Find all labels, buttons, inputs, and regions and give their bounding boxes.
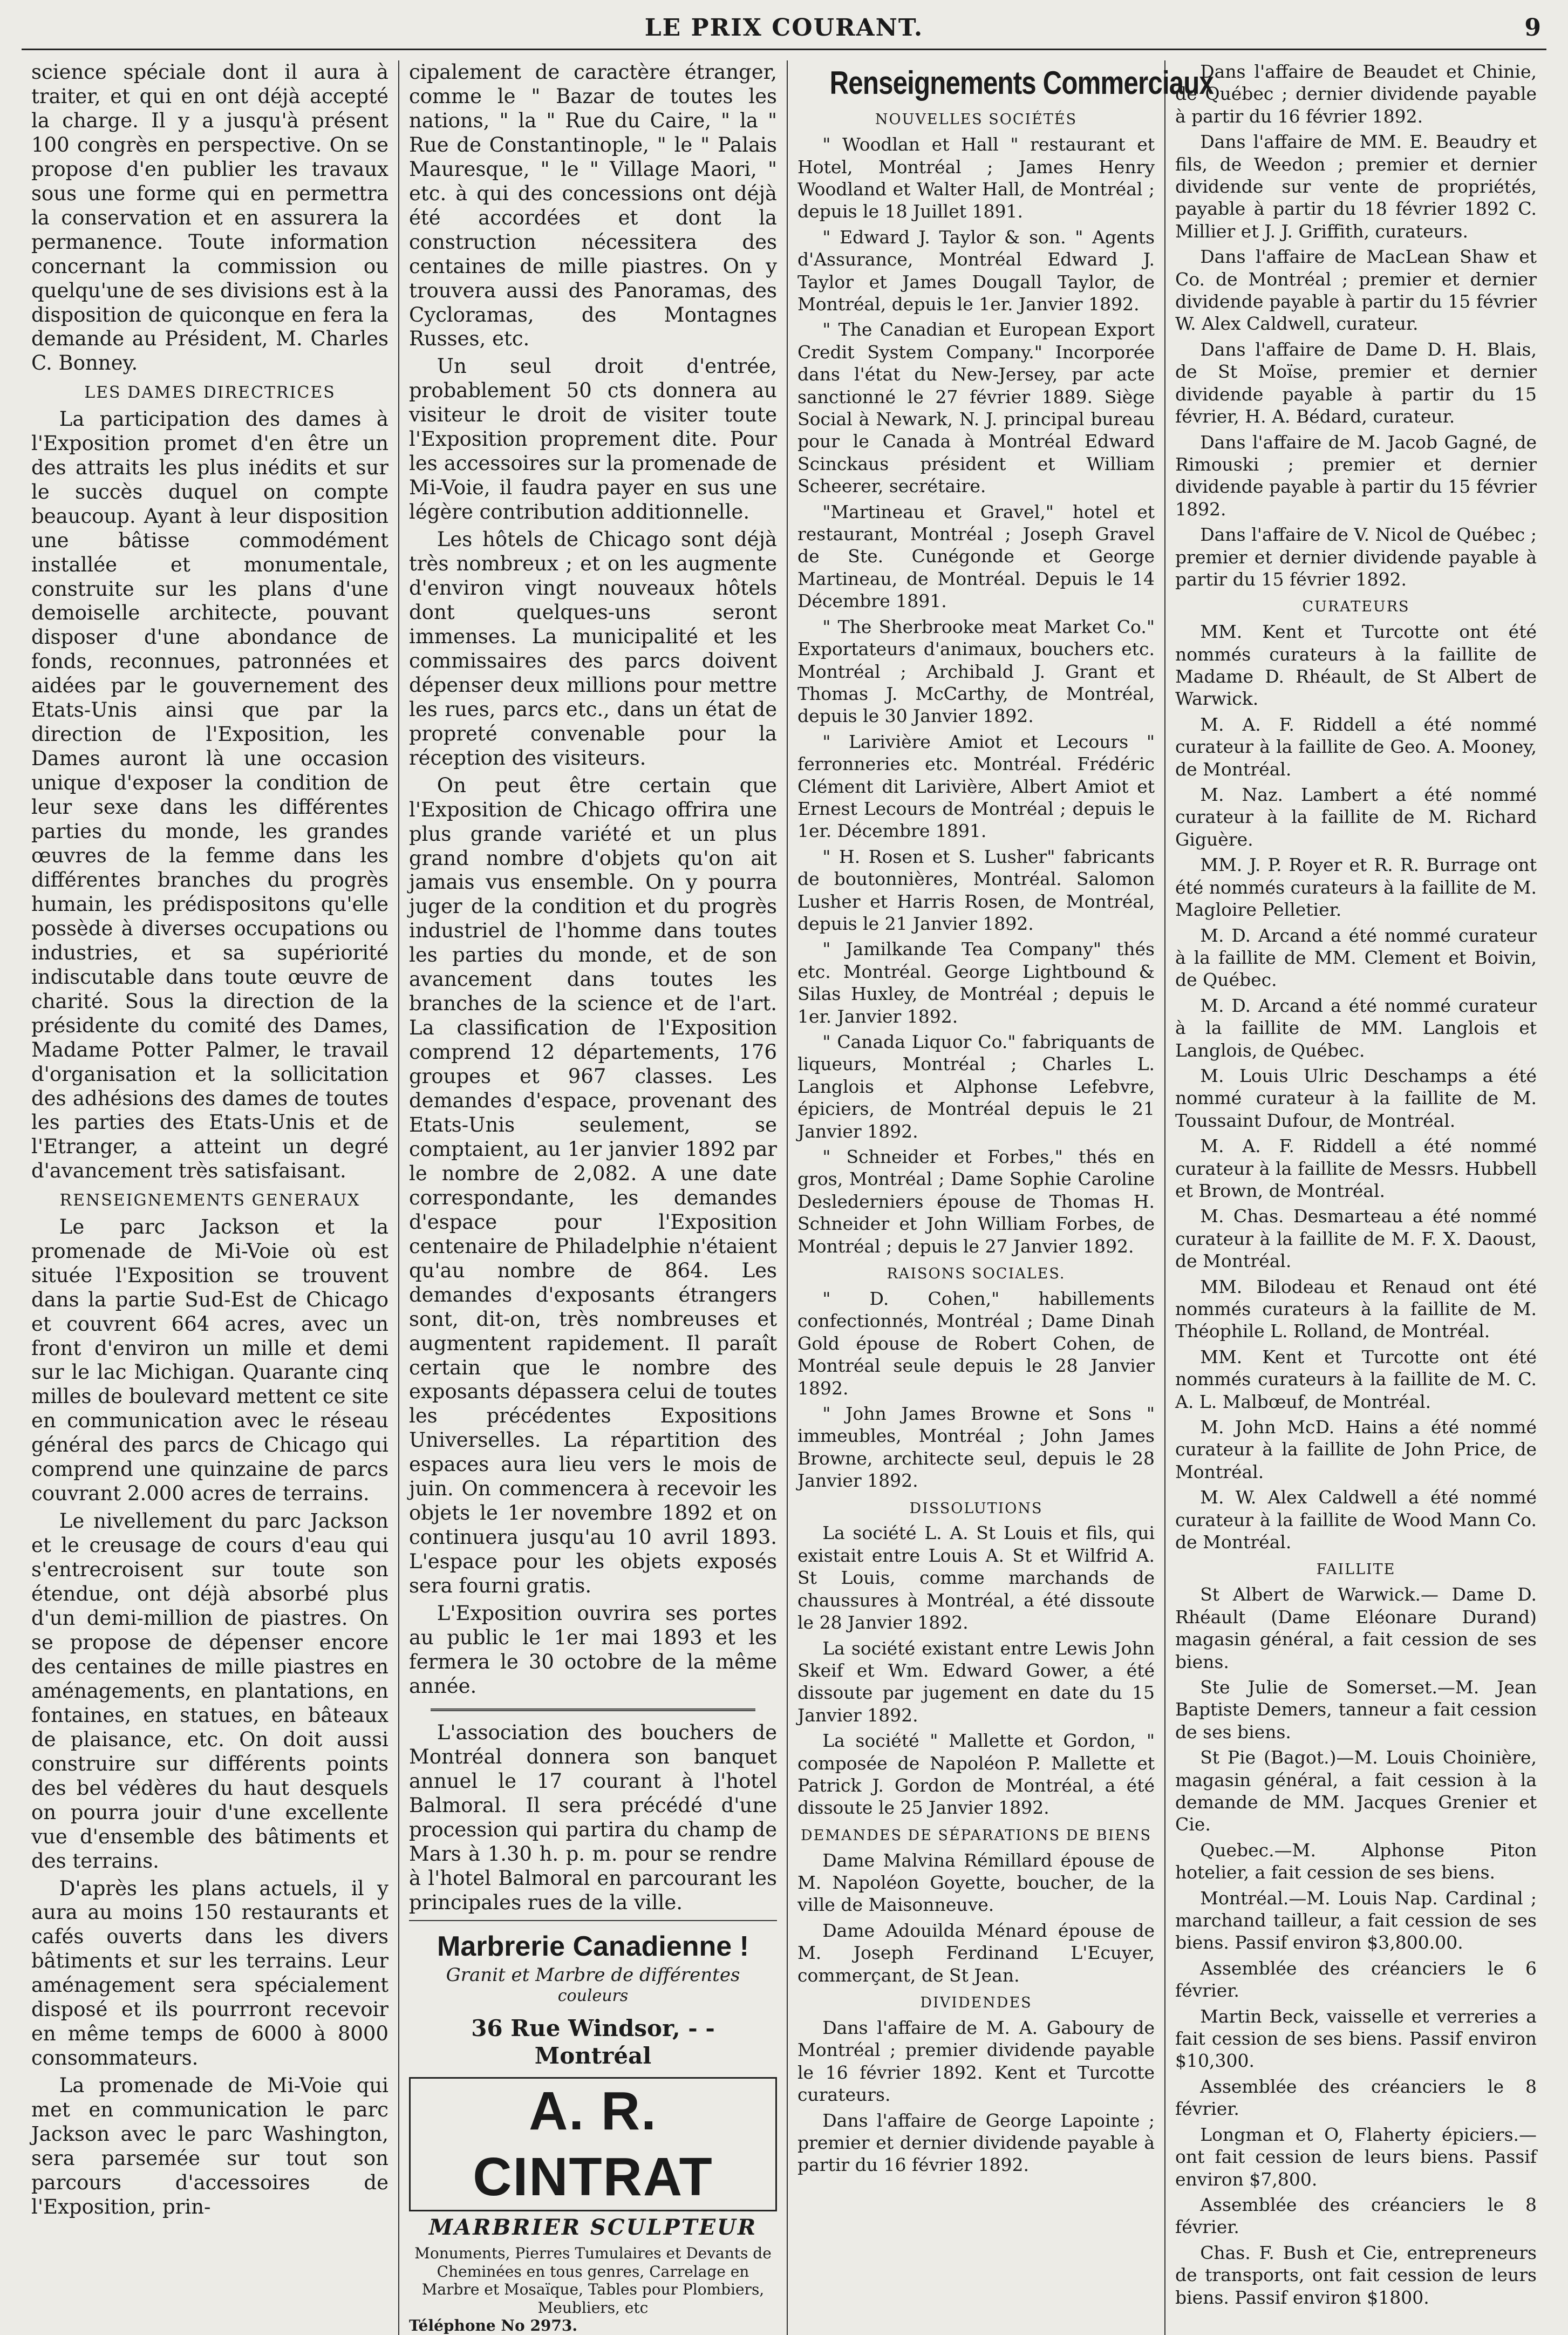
paragraph: Dame Adouilda Ménard épouse de M. Joseph Ferdinand L'Ecuyer, commerçant, de St Jean. <box>797 1919 1155 1986</box>
paragraph: Le parc Jackson et la promenade de Mi-Voie où est située l'Exposition se trouvent dans la partie Sud-Est de Chicago et couvrent 664 acres, avec un front d'environ un mille et demi sur le lac Michigan. Quarante cinq milles de boulevard mettent ce site en communication avec le réseau général des parcs de Chicago qui comprend une quinzaine de parcs couvrant 2.000 acres de terrains. <box>31 1215 388 1506</box>
paragraph: " Larivière Amiot et Lecours " ferronneries etc. Montréal. Frédéric Clément dit Larivière, Albert Amiot et Ernest Lecours de Montréal ; depuis le 1er. Décembre 1891. <box>797 731 1155 842</box>
paragraph: MM. J. P. Royer et R. R. Burrage ont été nommés curateurs à la faillite de M. Magloire Pelletier. <box>1175 854 1537 921</box>
paragraph: Dame Malvina Rémillard épouse de M. Napoléon Goyette, boucher, de la ville de Maisonneuve. <box>797 1849 1155 1916</box>
paragraph: La société L. A. St Louis et fils, qui existait entre Louis A. St et Wilfrid A. St Louis, comme marchands de chaussures à Montréal, a été dissoute le 28 Janvier 1892. <box>797 1522 1155 1633</box>
paragraph: MM. Kent et Turcotte ont été nommés curateurs à la faillite de Madame D. Rhéault, de St Albert de Warwick. <box>1175 621 1537 710</box>
paragraph: " John James Browne et Sons " immeubles, Montréal ; John James Browne, architecte seul, depuis le 28 Janvier 1892. <box>797 1403 1155 1492</box>
ad-phone: Téléphone No 2973. <box>409 2317 578 2335</box>
paragraph: " Edward J. Taylor & son. " Agents d'Assurance, Montréal Edward J. Taylor et James Dougall Taylor, de Montréal, depuis le 1er. Janvier 1892. <box>797 226 1155 315</box>
paragraph: cipalement de caractère étranger, comme le " Bazar de toutes les nations, " la " Rue du Caire, " la " Rue de Constantinople, " le " Palais Mauresque, " le " Village Maori, " etc. à qui des concessions ont déjà été accordées et dont la construction nécessitera des centaines de mille piastres. On y trouvera aussi des Panoramas, des Cycloramas, des Montagnes Russes, etc. <box>409 60 777 351</box>
ad-name: A. R. CINTRAT <box>409 2077 777 2211</box>
paragraph: Un seul droit d'entrée, probablement 50 cts donnera au visiteur le droit de visiter toute l'Exposition proprement dite. Pour les accessoires sur la promenade de Mi-Voie, il faudra payer en sus une légère contribution additionnelle. <box>409 355 777 524</box>
paragraph: " The Sherbrooke meat Market Co." Exportateurs d'animaux, bouchers etc. Montréal ; Archibald J. Grant et Thomas J. McCarthy, de Montréal, depuis le 30 Janvier 1892. <box>797 616 1155 727</box>
page-title: LE PRIX COURANT. <box>644 14 924 42</box>
section-heading: LES DAMES DIRECTRICES <box>84 383 336 403</box>
paragraph: Quebec.—M. Alphonse Piton hotelier, a fait cession de ses biens. <box>1175 1839 1537 1883</box>
paragraph: Ste Julie de Somerset.—M. Jean Baptiste Demers, tanneur a fait cession de ses biens. <box>1175 1676 1537 1742</box>
paragraph: Dans l'affaire de MacLean Shaw et Co. de Montréal ; premier et dernier dividende payable à partir du 15 février W. Alex Caldwell, curateur. <box>1175 246 1537 335</box>
paragraph: M. D. Arcand a été nommé curateur à la faillite de MM. Clement et Boivin, de Québec. <box>1175 924 1537 991</box>
ad-subline: couleurs <box>557 1986 629 2005</box>
paragraph: M. Naz. Lambert a été nommé curateur à la faillite de M. Richard Giguère. <box>1175 784 1537 850</box>
column-3 <box>788 60 1214 2335</box>
paragraph: Martin Beck, vaisselle et verreries a fait cession de ses biens. Passif environ $10,300. <box>1175 2005 1537 2072</box>
paragraph: M. A. F. Riddell a été nommé curateur à la faillite de Messrs. Hubbell et Brown, de Montréal. <box>1175 1135 1537 1201</box>
paragraph: " Schneider et Forbes," thés en gros, Montréal ; Dame Sophie Caroline Deslederniers épouse de Thomas H. Schneider et John William Forbes, de Montréal ; depuis le 27 Janvier 1892. <box>797 1146 1155 1257</box>
paragraph: M. Chas. Desmarteau a été nommé curateur à la faillite de M. F. X. Daoust, de Montréal. <box>1175 1206 1537 1272</box>
paragraph: St Albert de Warwick.— Dame D. Rhéault (Dame Eléonare Durand) magasin général, a fait cession de ses biens. <box>1175 1584 1537 1672</box>
section-title: Renseignements Commerciaux <box>829 65 1214 101</box>
paragraph: La société existant entre Lewis John Skeif et Wm. Edward Gower, a été dissoute par jugement en date du 15 Janvier 1892. <box>797 1637 1155 1726</box>
paragraph: St Pie (Bagot.)—M. Louis Choinière, magasin général, a fait cession à la demande de MM. Jacques Grenier et Cie. <box>1175 1747 1537 1835</box>
paragraph: Assemblée des créanciers le 6 février. <box>1175 1957 1537 2002</box>
paragraph: " Canada Liquor Co." fabriquants de liqueurs, Montréal ; Charles L. Langlois et Alphonse Lefebvre, épiciers, de Montréal depuis le 21 Janvier 1892. <box>797 1031 1155 1142</box>
paragraph: " Jamilkande Tea Company" thés etc. Montréal. George Lightbound & Silas Huxley, de Montréal ; depuis le 1er. Janvier 1892. <box>797 938 1155 1027</box>
divider <box>431 1708 755 1711</box>
paragraph: Dans l'affaire de M. A. Gaboury de Montréal ; premier dividende payable le 16 février 1892. Kent et Turcotte curateurs. <box>797 2017 1155 2106</box>
ad-title: MARBRIER SCULPTEUR <box>428 2215 758 2241</box>
section-heading: DEMANDES DE SÉPARATIONS DE BIENS <box>800 1827 1152 1844</box>
paragraph: Dans l'affaire de V. Nicol de Québec ; premier et dernier dividende payable à partir du 15 février 1892. <box>1175 524 1537 590</box>
paragraph: Dans l'affaire de George Lapointe ; premier et dernier dividende payable à partir du 16 février 1892. <box>797 2109 1155 2176</box>
paragraph: Dans l'affaire de Beaudet et Chinie, de Québec ; dernier dividende payable à partir du 16 février 1892. <box>1175 61 1537 127</box>
paragraph: Chas. F. Bush et Cie, entrepreneurs de transports, ont fait cession de leurs biens. Passif environ $1800. <box>1175 2242 1537 2308</box>
paragraph: MM. Kent et Turcotte ont été nommés curateurs à la faillite de M. C. A. L. Malbœuf, de Montréal. <box>1175 1346 1537 1412</box>
section-heading: DISSOLUTIONS <box>909 1500 1043 1517</box>
paragraph: Montréal.—M. Louis Nap. Cardinal ; marchand tailleur, a fait cession de ses biens. Passif environ $3,800.00. <box>1175 1887 1537 1953</box>
paragraph: La promenade de Mi-Voie qui met en communication le parc Jackson avec le parc Washington, sera parsemée sur tout son parcours d'accessoires de l'Exposition, prin- <box>31 2074 388 2218</box>
paragraph: On peut être certain que l'Exposition de Chicago offrira une plus grande variété et un plus grand nombre d'objets qu'on ait jamais vus ensemble. On y pourra juger de la condition et du progrès industriel de l'homme dans toutes les parties du monde, et de son avancement dans toutes les branches de la science et de l'art. La classification de l'Exposition comprend 12 départements, 176 groupes et 967 classes. Les demandes d'espace, provenant des Etats-Unis seulement, se comptaient, au 1er janvier 1892 par le nombre de 2,082. A une date correspondante, les demandes d'espace pour l'Exposition centenaire de Philadelphie n'étaient qu'au nombre de 864. Les demandes d'exposants étrangers sont, dit-on, très nombreuses et augmentent rapidement. Il paraît certain que le nombre des exposants dépassera celui de toutes les précédentes Expositions Universelles. La répartition des espaces aura lieu vers le mois de juin. On commencera à recevoir les objets le 1er novembre 1892 et on continuera jusqu'au 10 avril 1893. L'espace pour les objets exposés sera fourni gratis. <box>409 773 777 1598</box>
masthead <box>22 11 1546 50</box>
columns <box>22 60 1546 2335</box>
paragraph: M. D. Arcand a été nommé curateur à la faillite de MM. Langlois et Langlois, de Québec. <box>1175 995 1537 1061</box>
paragraph: " H. Rosen et S. Lusher" fabricants de boutonnières, Montréal. Salomon Lusher et Harris Rosen, de Montréal, depuis le 21 Janvier 1892. <box>797 846 1155 934</box>
paragraph: Dans l'affaire de MM. E. Beaudry et fils, de Weedon ; premier et dernier dividende sur vente de propriétés, payable à partir du 18 février 1892 C. Millier et J. J. Griffith, curateurs. <box>1175 131 1537 242</box>
ad-description: Monuments, Pierres Tumulaires et Devants de Cheminées en tous genres, Carrelage en Marbre et Mosaïque, Tables pour Plombiers, Meubliers, etc <box>414 2244 772 2317</box>
paragraph: Assemblée des créanciers le 8 février. <box>1175 2075 1537 2120</box>
paragraph: "Martineau et Gravel," hotel et restaurant, Montréal ; Joseph Gravel de Ste. Cunégonde et George Martineau, de Montréal. Depuis le 14 Décembre 1891. <box>797 501 1155 612</box>
paragraph: M. John McD. Hains a été nommé curateur à la faillite de John Price, de Montréal. <box>1175 1417 1537 1482</box>
paragraph: Le nivellement du parc Jackson et le creusage de cours d'eau qui s'entrecroisent sur toute son étendue, ont déjà absorbé plus d'un demi-million de piastres. On se propose de dépenser encore des centaines de mille piastres en aménagements, en plantations, en fontaines, en statues, en bâteaux de plaisance, etc. On doit aussi construire sur différents points des bel védères du haut desquels on pourra jouir d'une excellente vue d'ensemble des bâtiments et des terrains. <box>31 1509 388 1873</box>
paragraph: Dans l'affaire de Dame D. H. Blais, de St Moïse, premier et dernier dividende payable à partir du 15 février, H. A. Bédard, curateur. <box>1175 338 1537 427</box>
ad-subline: Granit et Marbre de différentes <box>446 1964 740 1986</box>
ad-headline: Marbrerie Canadienne ! <box>437 1931 749 1963</box>
section-heading: NOUVELLES SOCIÉTÉS <box>875 111 1078 128</box>
paragraph: science spéciale dont il aura à traiter, et qui en ont déjà accepté la charge. Il y a jusqu'à présent 100 congrès en perspective. On se propose d'en publier les travaux sous une forme qui en permettra la conservation et en assurera la permanence. Toute information concernant la commission ou quelqu'une de ses divisions est à la disposition de quiconque en fera la demande au Président, M. Charles C. Bonney. <box>31 60 388 375</box>
paragraph: Longman et O, Flaherty épiciers.—ont fait cession de leurs biens. Passif environ $7,800. <box>1175 2123 1537 2190</box>
paragraph: M. Louis Ulric Deschamps a été nommé curateur à la faillite de M. Toussaint Dufour, de Montréal. <box>1175 1065 1537 1131</box>
paragraph: " Woodlan et Hall " restaurant et Hotel, Montréal ; James Henry Woodland et Walter Hall, de Montréal ; depuis le 18 Juillet 1891. <box>797 134 1155 222</box>
paragraph: Les hôtels de Chicago sont déjà très nombreux ; et on les augmente d'environ vingt nouveaux hôtels dont quelques-uns seront immenses. La municipalité et les commissaires des parcs doivent dépenser deux millions pour mettre les rues, parcs etc., dans un état de propreté convenable pour la réception des visiteurs. <box>409 528 777 770</box>
section-heading: DIVIDENDES <box>920 1994 1032 2012</box>
paragraph: M. A. F. Riddell a été nommé curateur à la faillite de Geo. A. Mooney, de Montréal. <box>1175 713 1537 780</box>
section-heading: FAILLITE <box>1316 1561 1396 1578</box>
paragraph: MM. Bilodeau et Renaud ont été nommés curateurs à la faillite de M. Théophile L. Rolland, de Montréal. <box>1175 1276 1537 1342</box>
section-heading: RAISONS SOCIALES. <box>887 1265 1066 1283</box>
column-2 <box>399 60 788 2335</box>
paragraph: M. W. Alex Caldwell a été nommé curateur à la faillite de Wood Mann Co. de Montréal. <box>1175 1487 1537 1553</box>
column-4 <box>1165 60 1546 2335</box>
paragraph: " D. Cohen," habillements confectionnés, Montréal ; Dame Dinah Gold épouse de Robert Cohen, de Montréal seule depuis le 28 Janvier 1892. <box>797 1288 1155 1399</box>
page-number: 9 <box>1524 14 1541 42</box>
column-1 <box>22 60 399 2335</box>
paragraph: Dans l'affaire de M. Jacob Gagné, de Rimouski ; premier et dernier dividende payable à partir du 15 février 1892. <box>1175 431 1537 520</box>
paragraph: La participation des dames à l'Exposition promet d'en être un des attraits les plus inédits et sur le succès duquel on compte beaucoup. Ayant à leur disposition une bâtisse commodément installée et monumentale, construite sur les plans d'une demoiselle architecte, pouvant disposer d'une abondance de fonds, reconnues, patronnées et aidées par le gouvernement des Etats-Unis ainsi que par la direction de l'Exposition, les Dames auront là une occasion unique d'exposer la condition de leur sexe dans les différentes parties du monde, les grandes œuvres de la femme dans les différentes branches du progrès humain, les prédispositons qu'elle possède à diverses occupations ou industries, et sa supériorité indiscutable dans toute œuvre de charité. Sous la direction de la présidente du comité des Dames, Madame Potter Palmer, le travail d'organisation et la sollicitation des adhésions des dames de toutes les parties des Etats-Unis et de l'Etranger, a atteint un degré d'avancement très satisfaisant. <box>31 407 388 1183</box>
paragraph: " The Canadian et European Export Credit System Company." Incorporée dans l'état du New-Jersey, par acte sanctionné le 27 février 1889. Siège Social à Newark, N. J. principal bureau pour le Canada à Montréal Edward Scinckaus président et William Scheerer, secrétaire. <box>797 319 1155 497</box>
ad-address: 36 Rue Windsor, - - Montréal <box>471 2015 715 2069</box>
paragraph: D'après les plans actuels, il y aura au moins 150 restaurants et cafés ouverts dans les divers bâtiments et sur les terrains. Leur aménagement sera spécialement disposé et ils pourrront recevoir en même temps de 6000 à 8000 consommateurs. <box>31 1876 388 2070</box>
advertisement <box>409 1930 777 2335</box>
section-heading: RENSEIGNEMENTS GENERAUX <box>59 1191 360 1210</box>
paragraph: Assemblée des créanciers le 8 février. <box>1175 2194 1537 2238</box>
paragraph: L'association des bouchers de Montréal donnera son banquet annuel le 17 courant à l'hotel Balmoral. Il sera précédé d'une procession qui partira du champ de Mars à 1.30 h. p. m. pour se rendre à l'hotel Balmoral en parcourant les principales rues de la ville. <box>409 1720 777 1914</box>
paragraph: L'Exposition ouvrira ses portes au public le 1er mai 1893 et les fermera le 30 octobre de la même année. <box>409 1602 777 1698</box>
section-heading: CURATEURS <box>1302 598 1410 616</box>
paragraph: La société " Mallette et Gordon, " composée de Napoléon P. Mallette et Patrick J. Gordon de Montréal, a été dissoute le 25 Janvier 1892. <box>797 1730 1155 1819</box>
divider <box>409 1920 777 1921</box>
